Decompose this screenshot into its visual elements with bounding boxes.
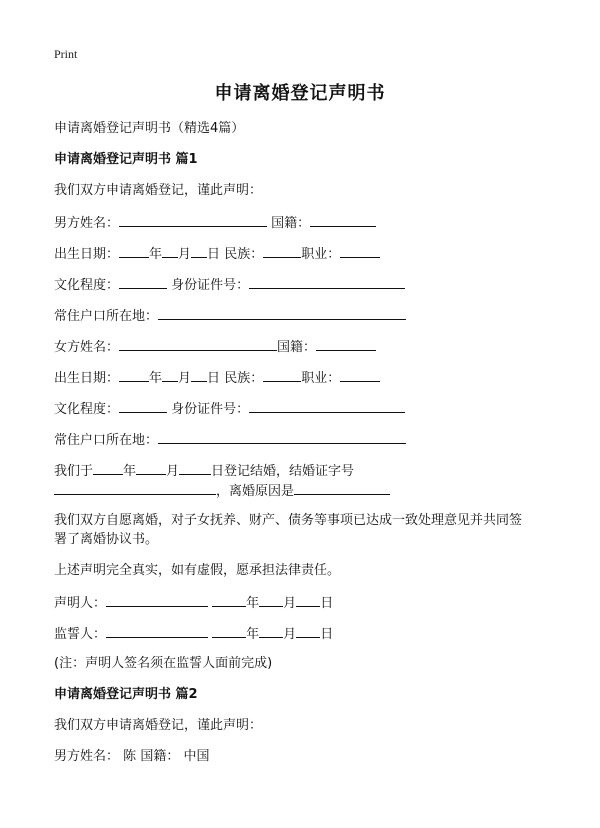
year-label: 年 — [123, 464, 137, 479]
reason-label: ，离婚原因是 — [216, 484, 295, 499]
nationality2-label: 国籍： — [277, 340, 317, 355]
day-label: 日 — [207, 247, 221, 262]
occupation-label: 职业： — [301, 371, 341, 386]
female-name-label: 女方姓名： — [54, 340, 120, 355]
education-label: 文化程度： — [54, 402, 120, 417]
nationality-value: 中国 — [183, 749, 210, 764]
section1-statement: 我们双方申请离婚登记，谨此声明： — [54, 183, 263, 198]
supervisor-signature-blank — [106, 624, 208, 638]
education-label: 文化程度： — [54, 278, 120, 293]
nationality-label: 国籍： — [140, 749, 180, 764]
female-name-row — [54, 337, 376, 356]
month-label: 月 — [178, 247, 192, 262]
month-label: 月 — [166, 464, 180, 479]
sign-day-blank — [296, 624, 320, 638]
male-name-label: 男方姓名： — [54, 749, 120, 764]
truth-statement: 上述声明完全真实，如有虚假，愿承担法律责任。 — [54, 563, 341, 578]
id-number-label: 身份证件号： — [171, 278, 250, 293]
section2-male-name-row — [54, 748, 209, 765]
signature-note: (注：声明人签名须在监誓人面前完成) — [54, 656, 273, 671]
document-title: 申请离婚登记声明书 — [214, 83, 386, 104]
sign-month-blank — [259, 624, 283, 638]
education-blank — [119, 275, 167, 289]
education-blank — [119, 399, 167, 413]
nationality-label: 国籍： — [271, 216, 311, 231]
marriage-month-blank — [136, 461, 166, 475]
male-name-label: 男方姓名： — [54, 216, 120, 231]
male-name-blank — [119, 213, 267, 227]
marriage-day-blank — [179, 461, 211, 475]
ethnicity2-label: 民族： — [224, 371, 264, 386]
female-residence-row — [54, 430, 406, 449]
ethnicity-label: 民族： — [224, 247, 264, 262]
year-label: 年 — [246, 627, 260, 642]
month-label: 月 — [283, 596, 297, 611]
reason-blank — [294, 481, 390, 495]
birth-day-blank — [191, 368, 207, 382]
day-label: 日 — [207, 371, 221, 386]
marriage-date-row — [54, 461, 354, 480]
day-label: 日 — [320, 596, 334, 611]
registered-label: 日登记结婚，结婚证字号 — [211, 464, 355, 479]
sign-year-blank — [212, 624, 246, 638]
section2-statement: 我们双方申请离婚登记，谨此声明： — [54, 718, 263, 733]
id-number-blank — [249, 399, 405, 413]
certificate-reason-row — [54, 481, 390, 500]
intro-line: 申请离婚登记声明书（精选4篇） — [54, 121, 245, 136]
female-birth-row — [54, 368, 380, 387]
birth-label: 出生日期： — [54, 371, 120, 386]
occupation-blank — [340, 244, 380, 258]
male-name-value: 陈 — [123, 749, 137, 764]
married-on-label: 我们于 — [54, 464, 94, 479]
certificate-number-blank — [54, 481, 216, 495]
residence-blank — [158, 430, 406, 444]
occupation-blank — [340, 368, 380, 382]
ethnicity-blank — [263, 368, 301, 382]
year-label: 年 — [149, 371, 163, 386]
residence-blank — [158, 306, 406, 320]
print-label: Print — [54, 47, 78, 61]
residence-label: 常住户口所在地： — [54, 309, 159, 324]
declarant-signature-blank — [106, 593, 208, 607]
agreement-line-2: 署了离婚协议书。 — [54, 532, 159, 547]
supervisor-row — [54, 624, 333, 643]
day-label: 日 — [320, 627, 334, 642]
year-label: 年 — [246, 596, 260, 611]
female-name-blank — [119, 337, 277, 351]
sign-month-blank — [259, 593, 283, 607]
male-residence-row — [54, 306, 406, 325]
year-label: 年 — [149, 247, 163, 262]
declarant-label: 声明人： — [54, 596, 107, 611]
nationality-blank — [310, 213, 376, 227]
section1-heading: 申请离婚登记声明书 篇1 — [54, 152, 198, 167]
sign-year-blank — [212, 593, 246, 607]
declarant-row — [54, 593, 333, 612]
id-number-label: 身份证件号： — [171, 402, 250, 417]
male-birth-row — [54, 244, 380, 263]
agreement-line-1: 我们双方自愿离婚，对子女抚养、财产、债务等事项已达成一致处理意见并共同签 — [54, 513, 523, 528]
birth-year-blank — [119, 244, 149, 258]
month-label: 月 — [283, 627, 297, 642]
nationality2-blank — [316, 337, 376, 351]
id-number-blank — [249, 275, 405, 289]
supervisor-label: 监誓人： — [54, 627, 107, 642]
residence-label: 常住户口所在地： — [54, 433, 159, 448]
male-education-row — [54, 275, 405, 294]
birth-month-blank — [162, 368, 178, 382]
birth-label: 出生日期： — [54, 247, 120, 262]
birth-day-blank — [191, 244, 207, 258]
month-label: 月 — [178, 371, 192, 386]
occupation-label: 职业： — [301, 247, 341, 262]
ethnicity-blank — [263, 244, 301, 258]
section2-heading: 申请离婚登记声明书 篇2 — [54, 687, 198, 702]
sign-day-blank — [296, 593, 320, 607]
marriage-year-blank — [93, 461, 123, 475]
male-name-row — [54, 213, 376, 232]
birth-month-blank — [162, 244, 178, 258]
birth-year-blank — [119, 368, 149, 382]
female-education-row — [54, 399, 405, 418]
